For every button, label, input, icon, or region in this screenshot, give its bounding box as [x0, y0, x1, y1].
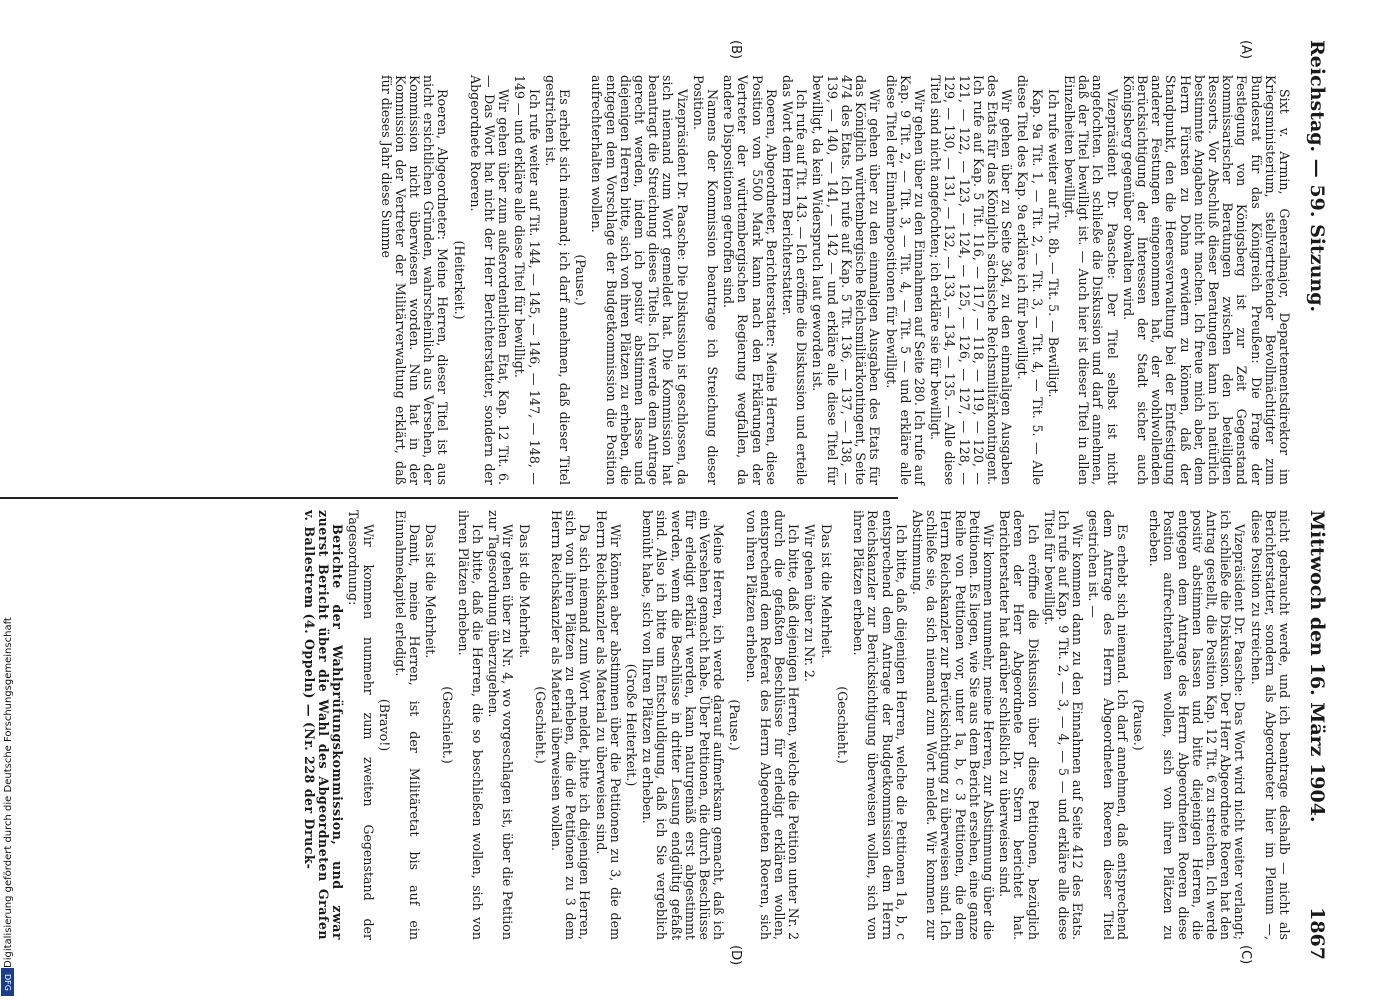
header-date: Mittwoch den 16. März 1904. [1306, 510, 1328, 823]
paragraph: Roeren, Abgeordneter, Berichterstatter: Meine Herren, diese Position von 5500 Mark kann nach den Erklärungen der Vertreter der württembergischen Regierung wegfallen, da andere Dispositionen getroffen sind. [721, 75, 779, 485]
paragraph: Wir kommen dann zu den Einnahmen auf Seite 412 des Etats. Ich rufe auf Kap. 9 Tit. 2, — 3, — 4, — 5 — und erkläre alle diese Titel für bewilligt. [1041, 510, 1086, 940]
paragraph: Ich bitte, daß die Herren, die so beschließen wollen, sich von ihren Plätzen erheben. [455, 510, 486, 940]
credit-text: Digitalisierung gefördert durch die Deutsche Forschungsgemeinschaft [3, 617, 14, 968]
paragraph: Vizepräsident Dr. Paasche: Der Titel selbst ist nicht angefochten. Ich schließe die Diskussion und darf annehmen, daß der Titel bewilligt ist. — Auch hier ist dieser Titel in allen Einzelheiten bewilligt. [1061, 75, 1120, 485]
margin-mark-a: (A) [1238, 40, 1253, 60]
dfg-logo: DFG [1, 968, 14, 996]
paragraph: Wir gehen über zu Nr. 4, wo vorgeschlagen ist, über die Petition zur Tagesordnung überzugehen. [486, 510, 516, 940]
paragraph: Wir gehen über zu Nr. 2. [802, 524, 818, 683]
paragraph: Wir gehen über zu den einmaligen Ausgaben des Etats für das Königlich württembergische Reichsmilitärkontingent, Seite 474 des Etats. Ich rufe auf Kap. 5 Tit. 136, — 137, — 138, — 139, — 140, — 141, — 142 — und erkläre alle diese Titel für bewilligt, da kein Widerspruch laut geworden ist. [810, 75, 883, 485]
column-divider [0, 497, 898, 499]
stage-direction: (Pause.) [1130, 699, 1146, 751]
stage-direction: (Geschieht.) [834, 686, 850, 764]
margin-mark-c: (C) [1238, 945, 1253, 965]
stage-direction: (Große Heiterkeit.) [624, 663, 640, 787]
paragraph: Ich rufe weiter auf Tit. 8b. — Tit. 5. — Bewilligt. [1045, 89, 1061, 398]
paragraph: Wir gehen über zu Seite 364, zu den einmaligen Ausgaben des Etats für das Königlich sächsische Reichsmilitärkontingent. Ich rufe auf Kap. 5 Tit. 116, — 117, — 118, — 119, — 120, — 121, — 122, — 123, — 124, — 125, — 126, — 127, — 128, — 129, — 130, — 131, — 132, — 133, — 134, — 135. — Alle diese Titel sind nicht angefochten; ich erkläre sie für bewilligt. [928, 75, 1015, 485]
paragraph: Vizepräsident Dr. Paasche: Die Diskussion ist geschlossen, da sich niemand zum Wort gemeldet hat. Die Kommission hat beantragt die Streichung dieses Titels. Ich werde dem Antrage gerecht werden, indem ich positiv abstimmen lasse und diejenigen Herren bitte, sich von ihren Plätzen zu erheben, die entgegen dem Vorschlage der Budgetkommission die Position aufrechterhalten wollen. [589, 75, 690, 485]
paragraph: Wir kommen nunmehr zum zweiten Gegenstand der Tagesordnung: [346, 510, 376, 940]
stage-direction: (Pause.) [727, 699, 743, 751]
paragraph: Das ist die Mehrheit. [516, 524, 532, 659]
page-header [1298, 40, 1328, 960]
text-column-left [376, 75, 1291, 485]
margin-mark-b: (B) [728, 40, 743, 60]
paragraph: Namens der Kommission beantrage ich Streichung dieser Position. [690, 75, 721, 485]
paragraph: Meine Herren, ich werde darauf aufmerksam gemacht, daß ich ein Versehen gemacht habe. Über Petitionen, die durch Beschlüsse für erledigt erklärt werden, kann naturgemäß erst abgestimmt werden, wenn die Beschlüsse in dritter Lesung endgültig gefaßt sind. Also ich bitte um Entschuldigung, daß ich Sie vergeblich bemüht habe, sich von Ihren Plätzen zu erheben. [640, 510, 727, 940]
stage-direction: (Geschieht.) [532, 686, 548, 764]
text-column-right [300, 510, 1291, 940]
stage-direction: (Geschieht.) [439, 686, 455, 764]
paragraph: Wir gehen über zu den Einnahmen auf Seite 280. Ich rufe auf Kap. 9 Tit. 2, — Tit. 3, — Tit. 4, — Tit. 5 — und erkläre alle diese Titel der Einnahmepositionen für bewilligt. [883, 75, 927, 485]
stage-direction: (Bravo!) [376, 698, 392, 752]
margin-mark-d: (D) [728, 945, 743, 966]
digitization-credit [2, 608, 14, 998]
paragraph: Wir können aber abstimmen über die Petitionen zu 3, die dem Herrn Reichskanzler als Material zu überweisen sind. [593, 510, 623, 940]
paragraph: Wir kommen nunmehr, meine Herren, zur Abstimmung über die Petitionen. Es liegen, wie Sie aus dem Bericht ersehen, eine ganze Reihe von Petitionen vor, unter 1a, b, c 3 Petitionen, die dem Herrn Reichskanzler zur Berücksichtigung zu überweisen sind. Ich schließe sie, da sich niemand zum Wort meldet. Wir kommen zur Abstimmung. [909, 510, 996, 940]
paragraph: Es erhebt sich niemand; ich darf annehmen, daß dieser Titel gestrichen ist. [542, 75, 573, 485]
paragraph: Ich bitte, daß diejenigen Herren, welche die Petition unter Nr. 2 durch die gefaßten Beschlüsse für erledigt erklären wollen, entsprechend dem Referat des Herrn Abgeordneten Roeren, sich von ihren Plätzen erheben. [743, 510, 802, 940]
paragraph: Ich bitte, daß diejenigen Herren, welche die Petitionen 1a, b, c entsprechend dem Antrage der Budgetkommission dem Herrn Reichskanzler zur Berücksichtigung überweisen wollen, sich von ihren Plätzen erheben. [851, 510, 909, 940]
paragraph: Sixt v. Armin, Generalmajor, Departementsdirektor im Kriegsministerium, stellvertretender Bevollmächtigter zum Bundesrat für das Königreich Preußen: Die Frage der Festlegung von Königsberg ist zur Zeit Gegenstand kommissarischer Beratungen zwischen den beteiligten Ressorts. Vor Abschluß dieser Beratungen kann ich natürlich bestimmte Angaben nicht machen. Ich freue mich aber, dem Herrn Fürsten zu Dohna erwidern zu können, daß der Standpunkt, den die Heeresverwaltung bei der Entfestigung anderer Festungen eingenommen hat, der wohlwollenden Berücksichtigung der Interessen der Stadt sicher auch Königsberg gegenüber obwalten wird. [1120, 75, 1292, 485]
paragraph: Roeren, Abgeordneter: Meine Herren, dieser Titel ist aus nicht ersichtlichen Gründen, wahrscheinlich aus Versehen, der Kommission nicht überwiesen worden. Nun hat in der Kommission der Vertreter der Militärverwaltung erklärt, daß für dieses Jahr diese Summe [378, 75, 451, 485]
paragraph: Wir gehen über zum außerordentlichen Etat, Kap. 12 Tit. 6. — Das Wort hat nicht der Herr Berichterstatter, sondern der Abgeordnete Roeren. [467, 75, 512, 485]
page-number: 1867 [1306, 907, 1328, 960]
paragraph: Ich rufe weiter auf Tit. 144, — 145, — 146, — 147, — 148, — 149 — und erkläre alle diese Titel für bewilligt. [512, 75, 542, 485]
paragraph: Vizepräsident Dr. Paasche: Das Wort wird nicht weiter verlangt; ich schließe die Diskussion. Der Herr Abgeordnete Roeren hat den Antrag gestellt, die Position Kap. 12 Tit. 6 zu streichen. Ich werde positiv abstimmen lassen und bitte diejenigen Herren, die entgegen dem Antrage des Herrn Abgeordneten Roeren diese Position aufrechterhalten wollen, sich von ihren Plätzen zu erheben. [1147, 510, 1248, 940]
paragraph: nicht gebraucht werde, und ich beantrage deshalb — nicht als Berichterstatter, sondern als Abgeordneter hier im Plenum —, diese Position zu streichen. [1248, 510, 1292, 940]
paragraph: Es erhebt sich niemand. Ich darf annehmen, daß entsprechend dem Antrage des Herrn Abgeordneten Roeren dieser Titel gestrichen ist. — [1086, 510, 1130, 940]
stage-direction: (Heiterkeit.) [451, 240, 467, 320]
paragraph: Das ist die Mehrheit. [423, 524, 439, 659]
paragraph: Damit, meine Herren, ist der Militäretat bis auf ein Einnahmekapitel erledigt. [393, 510, 423, 940]
paragraph: Ich rufe auf Tit. 143. — Ich eröffne die Diskussion und erteile das Wort dem Herrn Berichterstatter. [780, 75, 810, 485]
paragraph: Das ist die Mehrheit. [818, 524, 834, 659]
section-heading: Berichte der Wahlprüfungskommission, und zwar zuerst Bericht über die Wahl des Abgeordneten Grafen v. Ballestrem (4. Oppeln) — (Nr. 228 der Druck- [301, 510, 346, 940]
paragraph: Ich eröffne die Diskussion über diese Petitionen, bezüglich deren der Herr Abgeordnete Dr. Stern berichtet hat. Berichterstatter hat darüber schließlich zu überweisen sind. [997, 510, 1041, 940]
paragraph: Da sich niemand zum Wort meldet, bitte ich diejenigen Herren, sich von ihren Plätzen zu erheben, die die Petitionen zu 3 dem Herrn Reichskanzler als Material überweisen wollen. [549, 510, 593, 940]
header-title: Reichstag. — 59. Sitzung. [1306, 40, 1328, 313]
paragraph: Kap. 9a Tit. 1, — Tit. 2, — Tit. 3, — Tit. 4, — Tit. 5. — Alle diese Titel des Kap. 9a erkläre ich für bewilligt. [1015, 75, 1045, 485]
stage-direction: (Pause.) [573, 254, 589, 306]
